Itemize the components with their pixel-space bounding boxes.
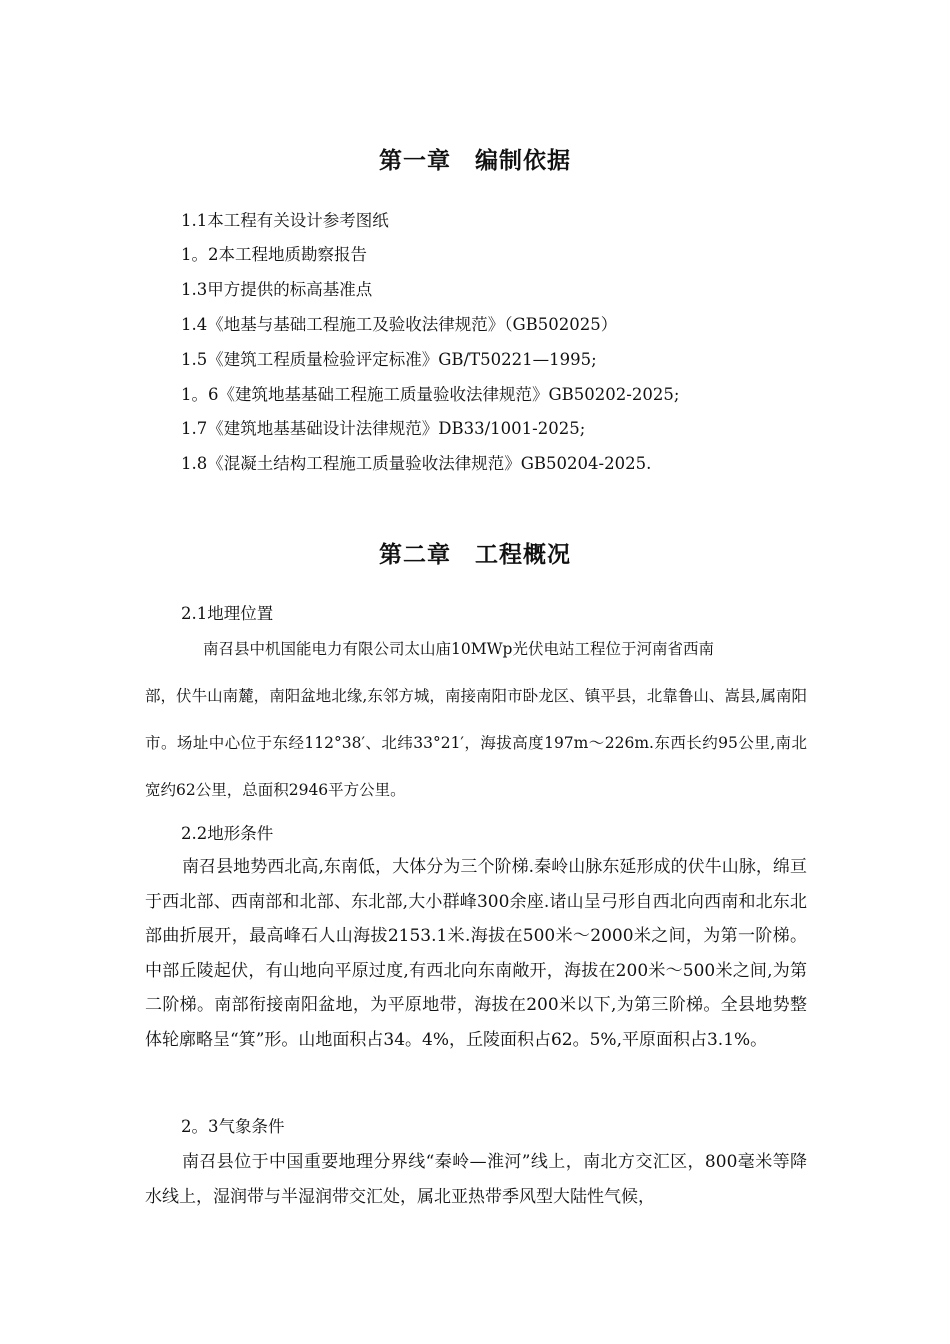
location-paragraph-rest: 部，伏牛山南麓，南阳盆地北缘,东邻方城，南接南阳市卧龙区、镇平县，北靠鲁山、嵩县,属南阳市。场址中心位于东经112°38′、北纬33°21′，海拔高度197m～226m.东西长约95公里,南北宽约62公里，总面积2946平方公里。 — [145, 687, 807, 799]
chapter-1-title: 编制依据 — [475, 148, 571, 174]
reference-item: 1.3甲方提供的标高基准点 — [181, 280, 373, 299]
reference-item: 1.8《混凝土结构工程施工质量验收法律规范》GB50204-2025. — [181, 454, 652, 473]
location-paragraph — [145, 626, 807, 814]
reference-item: 1.7《建筑地基基础设计法律规范》DB33/1001-2025; — [181, 419, 586, 438]
chapter-2-title: 工程概况 — [475, 542, 571, 568]
reference-item: 1.1本工程有关设计参考图纸 — [181, 211, 389, 230]
location-paragraph-first-line: 南召县中机国能电力有限公司太山庙10MWp光伏电站工程位于河南省西南 — [203, 640, 714, 658]
section-2-3-heading: 2。3气象条件 — [181, 1117, 285, 1136]
chapter-2-heading — [0, 536, 950, 569]
section-2-2-heading: 2.2地形条件 — [181, 824, 274, 843]
chapter-1-number: 第一章 — [379, 148, 451, 174]
terrain-paragraph: 南召县地势西北高,东南低，大体分为三个阶梯.秦岭山脉东延形成的伏牛山脉，绵亘于西北部、西南部和北部、东北部,大小群峰300余座.诸山呈弓形自西北向西南和北东北部曲折展开，最高峰石人山海拔2153.1米.海拔在500米～2000米之间，为第一阶梯。中部丘陵起伏，有山地向平原过度,有西北向东南敞开，海拔在200米～500米之间,为第二阶梯。南部衔接南阳盆地，为平原地带，海拔在200米以下,为第三阶梯。全县地势整体轮廓略呈“箕”形。山地面积占34。4%，丘陵面积占62。5%,平原面积占3.1%。 — [145, 857, 807, 1050]
section-2-1-heading: 2.1地理位置 — [181, 604, 274, 623]
reference-item: 1。6《建筑地基基础工程施工质量验收法律规范》GB50202-2025; — [181, 385, 680, 404]
chapter-1-heading — [0, 142, 950, 175]
chapter-2-number: 第二章 — [379, 542, 451, 568]
reference-item: 1.5《建筑工程质量检验评定标准》GB/T50221—1995; — [181, 350, 597, 369]
reference-item: 1.4《地基与基础工程施工及验收法律规范》（GB502025） — [181, 315, 618, 334]
climate-paragraph: 南召县位于中国重要地理分界线“秦岭—淮河”线上，南北方交汇区，800毫米等降水线上，湿润带与半湿润带交汇处，属北亚热带季风型大陆性气候， — [145, 1152, 807, 1207]
reference-item: 1。2本工程地质勘察报告 — [181, 245, 367, 264]
